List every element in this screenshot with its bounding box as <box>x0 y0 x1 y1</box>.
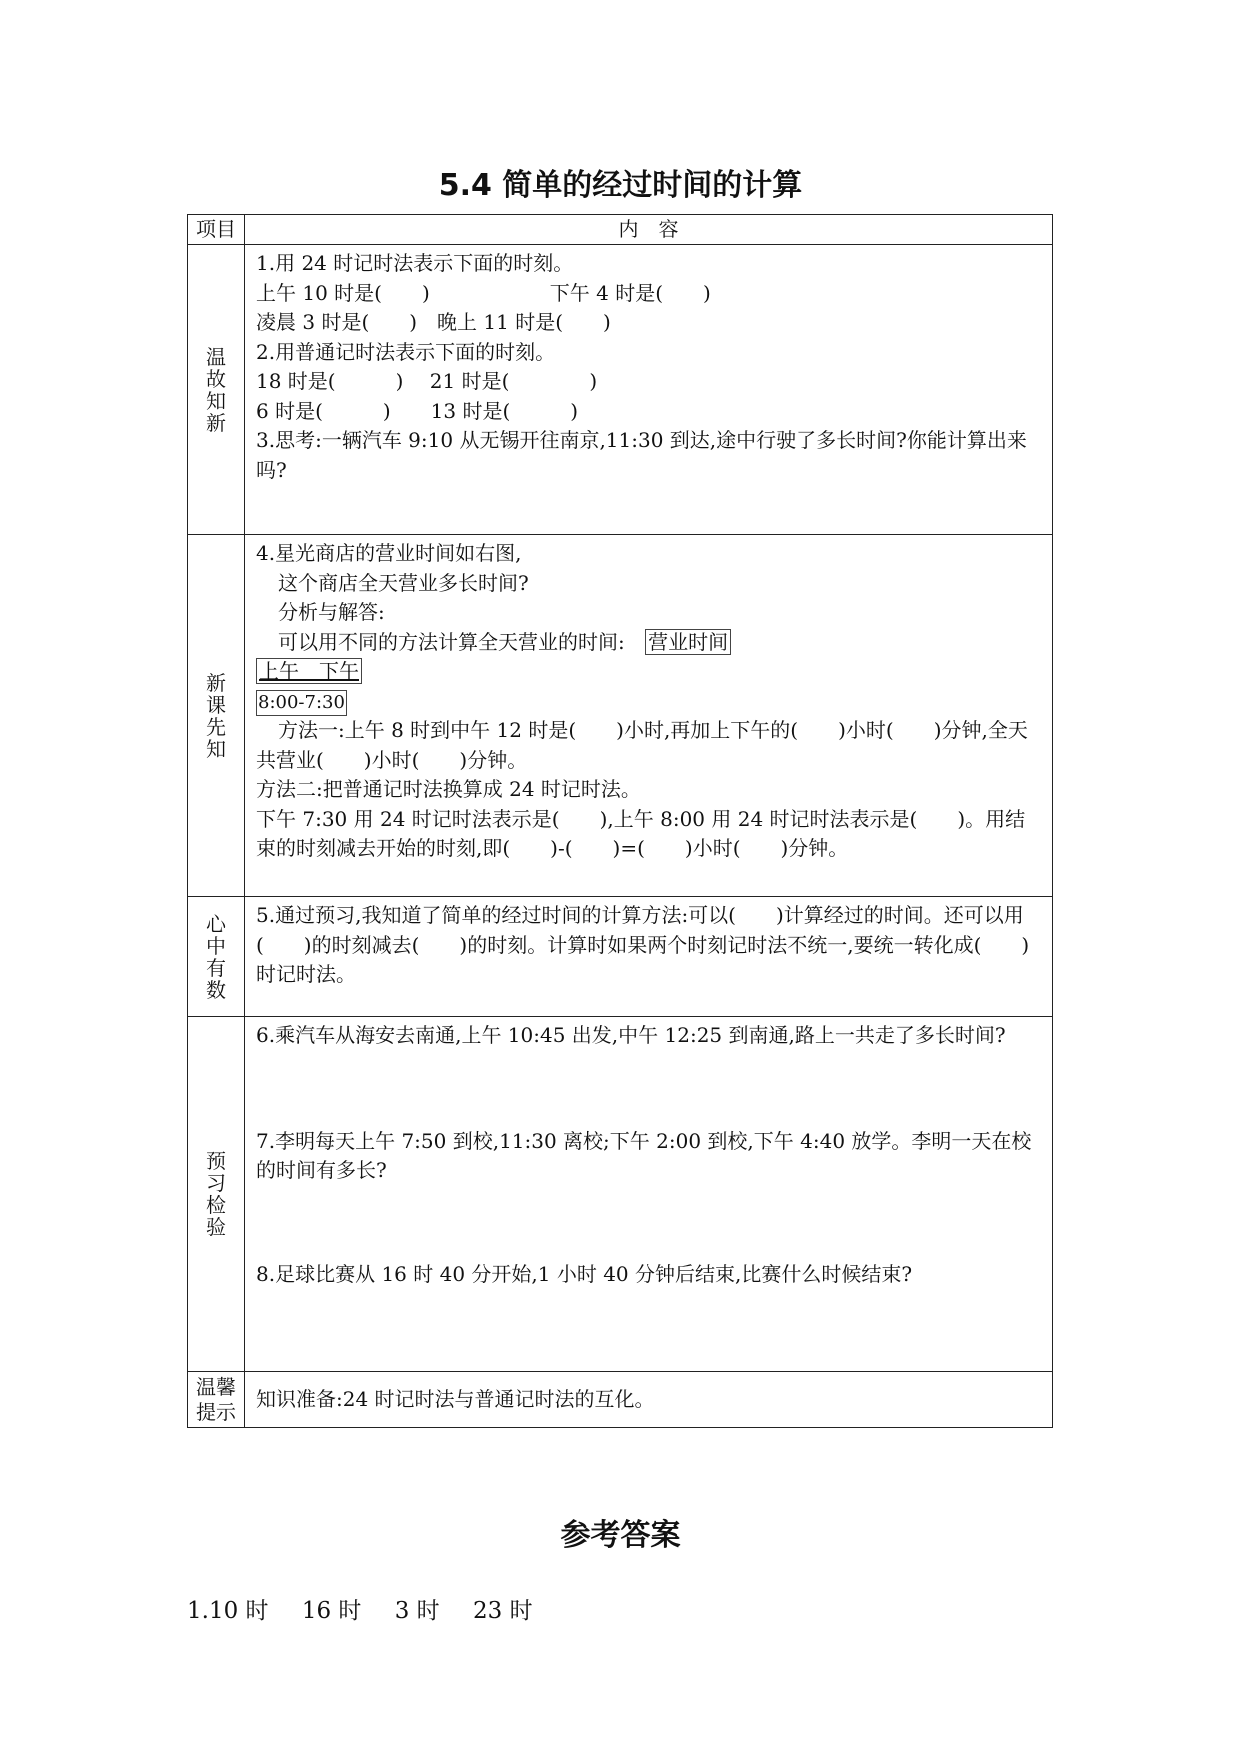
method-2: 方法二:把普通记时法换算成 24 时记时法。 <box>256 777 641 801</box>
section-body <box>245 897 1053 1017</box>
header-project: 项目 <box>188 215 245 245</box>
section-body <box>245 1372 1053 1428</box>
section-label: 预习检验 <box>188 1017 245 1372</box>
page-title: 5.4 简单的经过时间的计算 <box>438 168 803 203</box>
sign-periods-row <box>256 657 1043 687</box>
section-label: 温故知新 <box>188 245 245 535</box>
question-1-line: 上午 10 时是( ) 下午 4 时是( ) <box>256 280 711 305</box>
sign-hours-row <box>256 687 1043 717</box>
question-7: 7.李明每天上午 7:50 到校,11:30 离校;下午 2:00 到校,下午 4:40 放学。李明一天在校的时间有多长? <box>256 1128 1032 1182</box>
answer-value: 16 时 <box>301 1598 362 1624</box>
section-body <box>245 535 1053 897</box>
question-4-line: 分析与解答: <box>278 600 385 624</box>
section-body <box>245 1017 1053 1372</box>
answer-value: 1.10 时 <box>187 1598 269 1624</box>
lesson-table <box>187 214 1053 1428</box>
section-summary <box>188 897 1053 1017</box>
answer-value: 23 时 <box>473 1598 533 1624</box>
answer-1 <box>187 1592 559 1625</box>
question-2-line: 6 时是( ) 13 时是( ) <box>256 398 579 423</box>
tip-text: 知识准备:24 时记时法与普通记时法的互化。 <box>256 1386 655 1411</box>
section-new-lesson <box>188 535 1053 897</box>
question-1-line: 凌晨 3 时是( ) 晚上 11 时是( ) <box>256 310 611 334</box>
section-label: 心中有数 <box>188 897 245 1017</box>
question-3: 3.思考:一辆汽车 9:10 从无锡开往南京,11:30 到达,途中行驶了多长时间?你能计算出来吗? <box>256 428 1027 482</box>
section-label: 新课先知 <box>188 535 245 897</box>
question-5: 5.通过预习,我知道了简单的经过时间的计算方法:可以( )计算经过的时间。还可以用( )的时刻减去( )的时刻。计算时如果两个时刻记时法不统一,要统一转化成( )时记时法。 <box>256 903 1030 986</box>
question-6: 6.乘汽车从海安去南通,上午 10:45 出发,中午 12:25 到南通,路上一共走了多长时间? <box>256 1023 1006 1047</box>
method-1: 方法一:上午 8 时到中午 12 时是( )小时,再加上下午的( )小时( )分钟,全天共营业( )小时( )分钟。 <box>256 718 1028 772</box>
question-2-line: 18 时是( ) 21 时是( ) <box>256 369 598 393</box>
question-4-line: 这个商店全天营业多长时间? <box>278 570 529 595</box>
section-tips <box>188 1372 1053 1428</box>
question-8: 8.足球比赛从 16 时 40 分开始,1 小时 40 分钟后结束,比赛什么时候结束? <box>256 1261 913 1286</box>
section-body <box>245 245 1053 535</box>
sign-hours: 8:00-7:30 <box>256 690 347 716</box>
section-check <box>188 1017 1053 1372</box>
table-header-row <box>188 215 1053 245</box>
question-4-line: 可以用不同的方法计算全天营业的时间: 营业时间 <box>256 628 1043 658</box>
answer-value: 3 时 <box>394 1598 440 1624</box>
question-2: 2.用普通记时法表示下面的时刻。 <box>256 339 556 364</box>
sign-periods: 上午 下午 <box>256 658 362 684</box>
question-1: 1.用 24 时记时法表示下面的时刻。 <box>256 251 574 275</box>
question-4: 4.星光商店的营业时间如右图, <box>256 541 522 565</box>
section-label: 温馨提示 <box>188 1372 245 1428</box>
section-review <box>188 245 1053 535</box>
method-2-detail: 下午 7:30 用 24 时记时法表示是( ),上午 8:00 用 24 时记时法表示是( )。用结束的时刻减去开始的时刻,即( )-( )=( )小时( )分钟。 <box>256 806 1026 860</box>
header-content: 内 容 <box>245 215 1053 245</box>
answers-title: 参考答案 <box>560 1518 681 1553</box>
sign-title: 营业时间 <box>645 629 731 655</box>
